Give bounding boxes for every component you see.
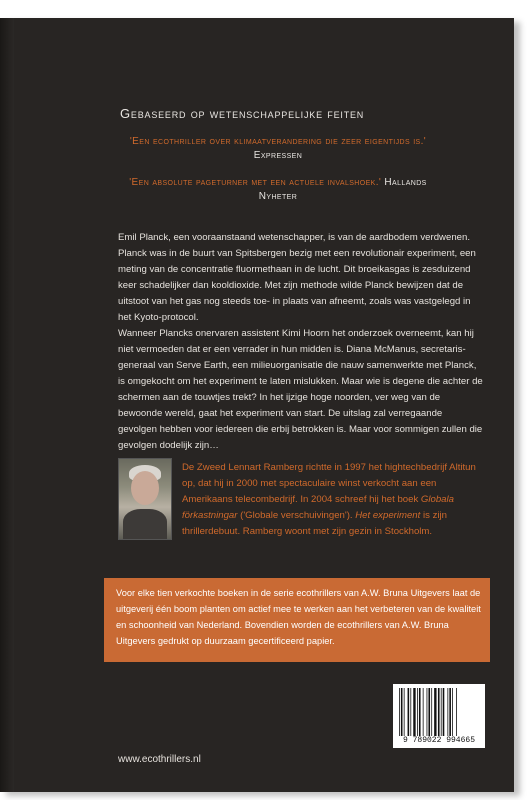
barcode-bar [419, 688, 421, 736]
quote-source: Hallands Nyheter [258, 177, 427, 202]
author-bio-text: is zijn thrillerdebuut. Ramberg woont met zijn gezin in Stockholm. [182, 510, 447, 537]
barcode-bar [401, 688, 403, 736]
barcode-bars [399, 688, 479, 736]
review-quote-2 [118, 176, 438, 204]
author-bio [182, 460, 482, 540]
eco-notice-box [104, 578, 490, 662]
spine-edge [0, 18, 14, 792]
barcode-bar [404, 688, 405, 736]
book-title-experiment: Het experiment [355, 510, 421, 521]
cover-heading: Gebaseerd op wetenschappelijke feiten [120, 106, 365, 121]
book-title-globala: Globala förkastningar [182, 494, 454, 521]
eco-notice-text: Voor elke tien verkochte boeken in de serie ecothrillers van A.W. Bruna Uitgevers laat de uitgeverij één boom planten om actief mee te werken aan het verbeteren van de kwaliteit en schoonheid van Nederland. Bovendien worden de ecothrillers van A.W. Bruna Uitgevers gedrukt op duurzaam gecertificeerd papier. [116, 588, 481, 646]
barcode-bar [427, 688, 428, 736]
barcode-bar [443, 688, 445, 736]
author-photo [118, 458, 172, 540]
barcode-bar [428, 688, 430, 736]
quote-source: Expressen [253, 150, 303, 161]
barcode-bar [456, 688, 457, 736]
barcode-bar [447, 688, 448, 736]
isbn-barcode [393, 684, 485, 748]
barcode-bar [452, 688, 453, 736]
barcode-bar [441, 688, 442, 736]
author-bio-text: ('Globale verschuivingen'). [237, 510, 356, 521]
isbn-digits: 9 789022 994665 [402, 736, 475, 745]
barcode-bar [408, 688, 410, 736]
barcode-bar [438, 688, 440, 736]
review-quote-1 [128, 135, 428, 163]
author-shirt [123, 509, 167, 540]
barcode-bar [431, 688, 432, 736]
quote-text: 'Een absolute pageturner met een actuele invalshoek.' [129, 177, 382, 188]
barcode-bar [399, 688, 400, 736]
barcode-bar [413, 688, 415, 736]
author-bio-text: De Zweed Lennart Ramberg richtte in 1997 het hightechbedrijf Altitun op, dat hij in 2000 met spectaculaire winst verkocht aan een Amerikaans telecombedrijf. In 2004 schreef hij het boek [182, 462, 476, 505]
barcode-bar [417, 688, 418, 736]
barcode-bar [434, 688, 436, 736]
synopsis-paragraph-2: Wanneer Plancks onervaren assistent Kimi Hoorn het onderzoek overneemt, kan hij niet vermoeden dat er een verrader in hun midden is. Diana McManus, secretaris-generaal van Serve Earth, een milieuorganisatie die nauw samenwerkte met Planck, is omgekocht om het experiment te laten mislukken. Maar wie is degene die achter de schermen aan de touwtjes trekt? In het ijzige hoge noorden, ver weg van de bewoonde wereld, gaat het experiment van start. De uitslag zal verregaande gevolgen hebben voor iedereen die erbij betrokken is. Maar voor sommigen zullen die gevolgen dodelijk zijn… [118, 328, 483, 451]
barcode-bar [410, 688, 411, 736]
synopsis-paragraph-1: Emil Planck, een vooraanstaand wetenschapper, is van de aardbodem verdwenen. Planck was in de buurt van Spitsbergen bezig met een revolutionair experiment, een meting van de concentratie fluormethaan in de lucht. Dit broeikasgas is zesduizend keer schadelijker dan kooldioxide. Met zijn methode wilde Planck bewijzen dat de uitstoot van het gas nog steeds toe- in plaats van afneemt, zoals was vastgelegd in het Kyoto-protocol. [118, 232, 476, 323]
author-face [131, 471, 159, 505]
website-url[interactable]: www.ecothrillers.nl [118, 754, 201, 765]
barcode-bar [449, 688, 451, 736]
barcode-bar [423, 688, 424, 736]
synopsis [118, 230, 483, 454]
quote-text: 'Een ecothriller over klimaatverandering die zeer eigentijds is.' [129, 136, 427, 147]
